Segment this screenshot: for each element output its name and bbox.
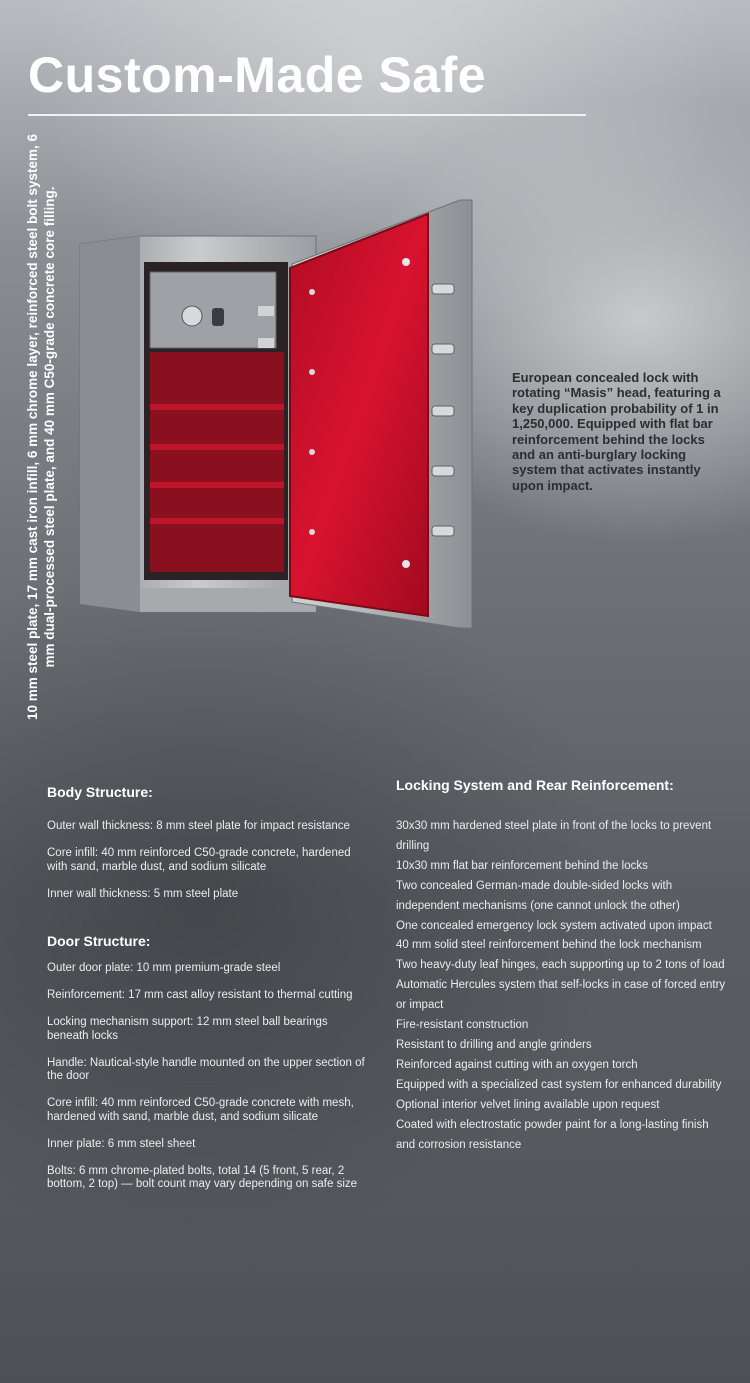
title-divider: [28, 114, 586, 116]
list-item: Reinforcement: 17 mm cast alloy resistant to thermal cutting: [47, 989, 353, 1001]
list-item: One concealed emergency lock system activated upon impact: [396, 919, 712, 932]
body-structure-heading: Body Structure:: [47, 784, 153, 800]
list-item: 10x30 mm flat bar reinforcement behind the locks: [396, 859, 648, 872]
list-item: Inner plate: 6 mm steel sheet: [47, 1137, 196, 1150]
body-structure-list: [47, 820, 367, 915]
list-item: Reinforced against cutting with an oxygen torch: [396, 1058, 638, 1071]
list-item: Core infill: 40 mm reinforced C50-grade concrete with mesh, hardened with sand, marble dust, and sodium silicate: [47, 1097, 354, 1123]
door-structure-list: [47, 962, 367, 1205]
locking-system-heading: Locking System and Rear Reinforcement:: [396, 777, 674, 793]
list-item: 30x30 mm hardened steel plate in front of the locks to prevent drilling: [396, 820, 712, 852]
safe-image: [76, 192, 476, 632]
list-item: Outer wall thickness: 8 mm steel plate for impact resistance: [47, 820, 350, 832]
list-item: Optional interior velvet lining available upon request: [396, 1098, 660, 1111]
list-item: Coated with electrostatic powder paint for a long-lasting finish and corrosion resistance: [396, 1118, 709, 1151]
list-item: Resistant to drilling and angle grinders: [396, 1038, 592, 1051]
list-item: Fire-resistant construction: [396, 1019, 529, 1032]
locking-system-list: [396, 817, 726, 1155]
list-item: Two heavy-duty leaf hinges, each supporting up to 2 tons of load: [396, 959, 725, 972]
page-title: Custom-Made Safe: [28, 47, 487, 103]
side-caption: 10 mm steel plate, 17 mm cast iron infill, 6 mm chrome layer, reinforced steel bolt system, 6 mm dual-processed steel plate, and 40 mm C50-grade concrete core filling.: [25, 134, 57, 720]
list-item: 40 mm solid steel reinforcement behind the lock mechanism: [396, 939, 702, 952]
list-item: Core infill: 40 mm reinforced C50-grade concrete, hardened with sand, marble dust, and sodium silicate: [47, 847, 351, 873]
list-item: Handle: Nautical-style handle mounted on the upper section of the door: [47, 1056, 365, 1082]
list-item: Automatic Hercules system that self-locks in case of forced entry or impact: [396, 979, 726, 1012]
list-item: Inner wall thickness: 5 mm steel plate: [47, 887, 239, 900]
list-item: Two concealed German-made double-sided locks with independent mechanisms (one cannot unlock the other): [396, 879, 680, 912]
list-item: Equipped with a specialized cast system for enhanced durability: [396, 1078, 722, 1091]
list-item: Locking mechanism support: 12 mm steel ball bearings beneath locks: [47, 1016, 328, 1042]
list-item: Outer door plate: 10 mm premium-grade steel: [47, 962, 281, 974]
lock-description: European concealed lock with rotating “Masis” head, featuring a key duplication probability of 1 in 1,250,000. Equipped with flat bar reinforcement behind the locks and an anti-burglary locking system that activates instantly upon impact.: [512, 370, 721, 493]
door-structure-heading: Door Structure:: [47, 933, 151, 949]
list-item: Bolts: 6 mm chrome-plated bolts, total 14 (5 front, 5 rear, 2 bottom, 2 top) — bolt count may vary depending on safe size: [47, 1164, 358, 1190]
